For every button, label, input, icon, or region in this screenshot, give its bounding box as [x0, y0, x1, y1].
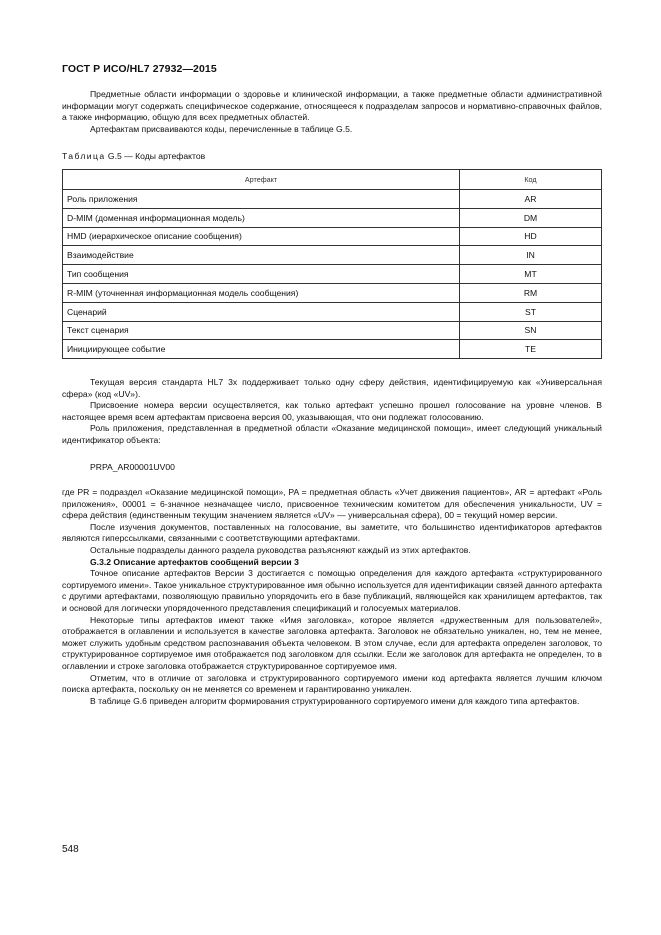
intro-paragraph-2: Артефактам присваиваются коды, перечисленные в таблице G.5. [90, 123, 353, 134]
example-identifier-block [62, 462, 602, 474]
artifact-cell: D-MIM (доменная информационная модель) [63, 208, 460, 227]
column-header-artifact: Артефакт [63, 170, 460, 190]
paragraph-sortable-name: Точное описание артефактов Версии 3 достигается с помощью определения для каждого артефакта «структурированного сортируемого имени». Такое уникальное структурированное имя обычно используется для идентификации связей данного артефакта с другими артефактами, позволяющую правильно упорядочить его в базе публикаций, являющейся как хранилищем артефактов, так и основой для логически упорядоченного представления спецификаций и голосуемых материалов. [62, 568, 602, 613]
artifact-cell: Текст сценария [63, 321, 460, 340]
table-row [63, 302, 602, 321]
artifact-cell: Тип сообщения [63, 265, 460, 284]
table-row [63, 246, 602, 265]
code-cell: HD [460, 227, 602, 246]
intro-text [62, 89, 602, 135]
table-row [63, 340, 602, 359]
paragraph-title-name: Некоторые типы артефактов имеют также «Имя заголовка», которое является «дружественным для пользователей», отображается в оглавлении и используется в качестве заголовка артефакта. Заголовок не обязательно уникален, но, тем не менее, может служить удобным средством распознавания объекта человеком. В этом случае, если для артефакта определен заголовок, то структурированное сортируемое имя отображается под заголовком для ссылки. Если же заголовок для артефакта не определен, то в оглавлении и строке заголовка отображается структурированное сортируемое имя. [62, 614, 602, 671]
table-header-row [63, 170, 602, 190]
example-identifier: PRPA_AR00001UV00 [90, 462, 175, 472]
code-cell: ST [460, 302, 602, 321]
artifact-codes-table [62, 169, 602, 359]
artifact-cell: HMD (иерархическое описание сообщения) [63, 227, 460, 246]
code-cell: RM [460, 283, 602, 302]
code-cell: AR [460, 190, 602, 209]
standard-header: ГОСТ Р ИСО/HL7 27932—2015 [62, 63, 217, 75]
table-row [63, 321, 602, 340]
paragraph-application-role: Роль приложения, представленная в предметной области «Оказание медицинской помощи», имеет следующий уникальный идентификатор объекта: [62, 423, 602, 445]
table-row [63, 190, 602, 209]
body-text-block-1 [62, 377, 602, 447]
paragraph-subsections: Остальные подразделы данного раздела руководства разъясняют каждый из этих артефактов. [90, 544, 471, 555]
section-heading: G.3.2 Описание артефактов сообщений версии 3 [90, 556, 299, 567]
artifact-cell: Инициирующее событие [63, 340, 460, 359]
code-cell: IN [460, 246, 602, 265]
artifact-cell: Роль приложения [63, 190, 460, 209]
code-cell: SN [460, 321, 602, 340]
code-cell: MT [460, 265, 602, 284]
artifact-cell: R-MIM (уточненная информационная модель сообщения) [63, 283, 460, 302]
body-text-block-2 [62, 487, 602, 707]
artifact-cell: Сценарий [63, 302, 460, 321]
code-cell: TE [460, 340, 602, 359]
table-caption [62, 151, 205, 161]
paragraph-version-number: Присвоение номера версии осуществляется, как только артефакт успешно прошел голосование на уровне членов. В настоящее время всем артефактам присвоена версия 00, указывающая, что они подлежат голосованию. [62, 400, 602, 422]
paragraph-universal-realm: Текущая версия стандарта HL7 3x поддерживает только одну сферу действия, идентифицируемую как «Универсальная сфера» (код «UV»). [62, 377, 602, 399]
artifact-cell: Взаимодействие [63, 246, 460, 265]
table-row [63, 265, 602, 284]
column-header-code: Код [460, 170, 602, 190]
paragraph-table-g6: В таблице G.6 приведен алгоритм формирования структурированного сортируемого имени для каждого типа артефактов. [90, 695, 580, 706]
table-row [63, 227, 602, 246]
table-caption-title: G.5 — Коды артефактов [105, 151, 206, 161]
paragraph-identifier-explanation: где PR = подраздел «Оказание медицинской помощи», PA = предметная область «Учет движения пациентов», AR = артефакт «Роль приложения», 00001 = 6-значное незначащее число, присвоенное техническим комитетом для обеспечения уникальности, UV = сфера действия (единственным текущим значением является «UV» — универсальная сфера), 00 = текущий номер версии. [62, 487, 602, 521]
page-number: 548 [62, 844, 79, 855]
paragraph-hyperlinks: После изучения документов, поставленных на голосование, вы заметите, что большинство идентификаторов артефактов являются гиперссылками, связанными с соответствующими артефактами. [62, 521, 602, 544]
code-cell: DM [460, 208, 602, 227]
intro-paragraph-1: Предметные области информации о здоровье и клинической информации, а также предметные области административной информации могут содержать специфическое содержание, относящееся к подразделам запросов и нормативно-справочных файлов, а также информацию, общую для всех предметных областей. [62, 89, 602, 123]
paragraph-artifact-code: Отметим, что в отличие от заголовка и структурированного сортируемого имени код артефакта является лучшим ключом поиска артефакта, поскольку он не меняется со временем и гарантированно уникален. [62, 672, 602, 695]
table-caption-prefix: Таблица [62, 151, 106, 161]
table-row [63, 208, 602, 227]
table-row [63, 283, 602, 302]
